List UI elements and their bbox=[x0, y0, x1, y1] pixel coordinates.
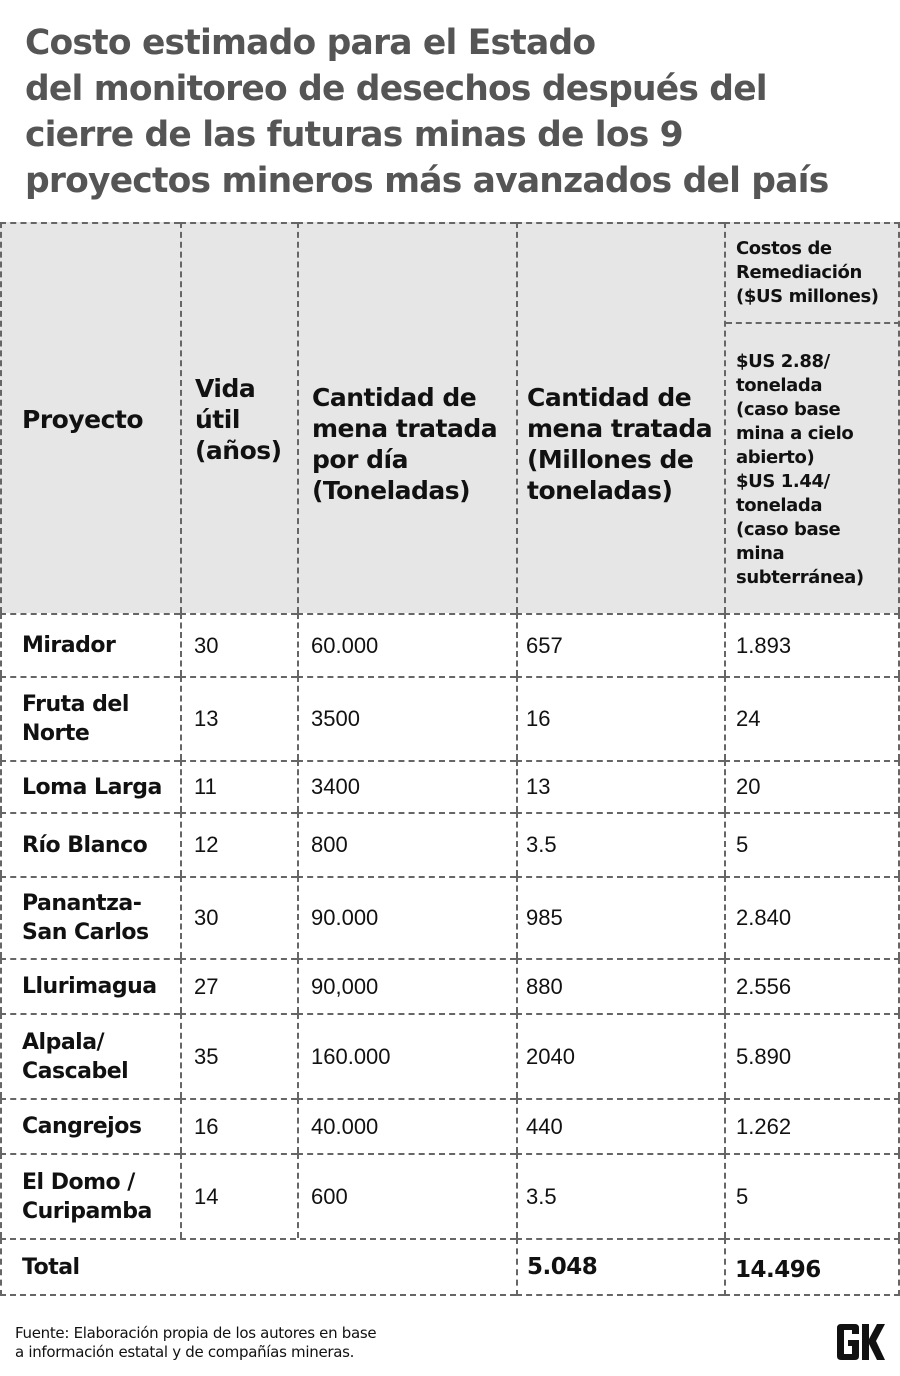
cell-proyecto bbox=[0, 1098, 180, 1153]
cell-dia bbox=[297, 1013, 516, 1098]
project-name-line: El Domo / bbox=[22, 1169, 135, 1195]
cell-costo bbox=[724, 1153, 900, 1238]
header-mena-dia: Cantidad de mena tratada por día (Toneladas) bbox=[297, 222, 516, 613]
cell-dia bbox=[297, 1098, 516, 1153]
value-costo: 1.262 bbox=[736, 1113, 792, 1139]
value-dia: 600 bbox=[311, 1183, 348, 1209]
value-total: 13 bbox=[526, 774, 551, 799]
cell-vida bbox=[180, 958, 297, 1013]
cell-dia bbox=[297, 958, 516, 1013]
cell-proyecto bbox=[0, 760, 180, 812]
value-total: 2040 bbox=[526, 1043, 575, 1069]
cell-proyecto bbox=[0, 958, 180, 1013]
title-line: cierre de las futuras minas de los 9 bbox=[25, 115, 683, 155]
value-vida: 13 bbox=[194, 706, 219, 731]
header-proyecto: Proyecto bbox=[0, 222, 180, 613]
value-vida: 27 bbox=[194, 973, 219, 999]
cell-vida bbox=[180, 613, 297, 676]
value-costo: 24 bbox=[736, 706, 761, 731]
project-name-line: Mirador bbox=[22, 633, 116, 658]
source-note: Fuente: Elaboración propia de los autores en base a información estatal y de compañías mineras. bbox=[15, 1324, 377, 1361]
table-row bbox=[0, 1153, 900, 1238]
total-label bbox=[0, 1238, 516, 1296]
cell-dia bbox=[297, 760, 516, 812]
value-dia: 40.000 bbox=[311, 1113, 379, 1139]
project-name-line: Curipamba bbox=[22, 1198, 152, 1224]
value-costo: 20 bbox=[736, 774, 761, 799]
total-costo-value: 14.496 bbox=[735, 1257, 821, 1283]
project-name-line: Panantza- bbox=[22, 891, 142, 916]
project-name-line: Fruta del bbox=[22, 692, 129, 717]
total-costo bbox=[724, 1238, 900, 1296]
cell-dia bbox=[297, 876, 516, 958]
table-row bbox=[0, 676, 900, 760]
page-title bbox=[25, 20, 885, 204]
value-vida: 11 bbox=[194, 774, 217, 799]
cell-vida bbox=[180, 1098, 297, 1153]
title-line: Costo estimado para el Estado bbox=[25, 23, 596, 63]
project-name-line: Llurimagua bbox=[22, 974, 157, 999]
header-costos-sub: $US 2.88/ tonelada (caso base mina a cielo abierto) $US 1.44/ tonelada (caso base mina subterránea) bbox=[736, 350, 864, 588]
cell-total bbox=[516, 1098, 724, 1153]
cell-dia bbox=[297, 613, 516, 676]
cell-total bbox=[516, 812, 724, 876]
table-row bbox=[0, 1013, 900, 1098]
value-dia: 800 bbox=[311, 832, 348, 857]
table-row bbox=[0, 958, 900, 1013]
cell-dia bbox=[297, 812, 516, 876]
table-row bbox=[0, 613, 900, 676]
value-total: 985 bbox=[526, 905, 563, 930]
gk-logo-icon bbox=[835, 1322, 887, 1362]
table-row bbox=[0, 1098, 900, 1153]
cell-proyecto bbox=[0, 1153, 180, 1238]
value-total: 880 bbox=[526, 973, 563, 999]
cell-total bbox=[516, 876, 724, 958]
value-dia: 160.000 bbox=[311, 1043, 391, 1069]
cell-vida bbox=[180, 760, 297, 812]
cell-total bbox=[516, 1153, 724, 1238]
table-row bbox=[0, 760, 900, 812]
value-costo: 5 bbox=[736, 1183, 749, 1209]
header-costos-group: Costos de Remediación ($US millones) bbox=[726, 224, 900, 324]
cell-vida bbox=[180, 1013, 297, 1098]
cell-vida bbox=[180, 812, 297, 876]
cell-proyecto bbox=[0, 876, 180, 958]
cell-vida bbox=[180, 876, 297, 958]
cell-proyecto bbox=[0, 613, 180, 676]
cell-dia bbox=[297, 676, 516, 760]
value-vida: 16 bbox=[194, 1113, 219, 1139]
cell-dia bbox=[297, 1153, 516, 1238]
table-row bbox=[0, 876, 900, 958]
value-costo: 5.890 bbox=[736, 1043, 792, 1069]
value-dia: 90,000 bbox=[311, 973, 379, 999]
header-costos bbox=[724, 222, 900, 613]
project-name-line: Cangrejos bbox=[22, 1114, 142, 1139]
value-costo: 1.893 bbox=[736, 632, 792, 658]
project-name-line: Cascabel bbox=[22, 1058, 129, 1084]
cell-proyecto bbox=[0, 1013, 180, 1098]
value-total: 3.5 bbox=[526, 1183, 557, 1209]
value-total: 440 bbox=[526, 1113, 563, 1139]
value-vida: 35 bbox=[194, 1043, 219, 1069]
cell-costo bbox=[724, 760, 900, 812]
value-vida: 30 bbox=[194, 632, 219, 658]
cell-vida bbox=[180, 1153, 297, 1238]
header-mena-total: Cantidad de mena tratada (Millones de toneladas) bbox=[516, 222, 724, 613]
project-name-line: San Carlos bbox=[22, 920, 149, 945]
value-dia: 90.000 bbox=[311, 905, 379, 930]
project-name-line: Norte bbox=[22, 721, 90, 746]
cell-vida bbox=[180, 676, 297, 760]
value-vida: 12 bbox=[194, 832, 219, 857]
cell-costo bbox=[724, 613, 900, 676]
cell-total bbox=[516, 613, 724, 676]
cell-costo bbox=[724, 676, 900, 760]
cell-total bbox=[516, 958, 724, 1013]
table-row bbox=[0, 812, 900, 876]
cell-costo bbox=[724, 876, 900, 958]
cell-total bbox=[516, 760, 724, 812]
cell-costo bbox=[724, 958, 900, 1013]
cell-costo bbox=[724, 1013, 900, 1098]
header-vida-util: Vida útil (años) bbox=[180, 222, 297, 613]
value-dia: 3400 bbox=[311, 774, 360, 799]
value-dia: 3500 bbox=[311, 706, 360, 731]
total-row bbox=[0, 1238, 900, 1296]
project-name-line: Loma Larga bbox=[22, 774, 162, 800]
title-line: del monitoreo de desechos después del bbox=[25, 69, 767, 109]
total-mena bbox=[516, 1238, 724, 1296]
cell-proyecto bbox=[0, 812, 180, 876]
value-vida: 14 bbox=[194, 1183, 219, 1209]
value-costo: 2.556 bbox=[736, 973, 792, 999]
value-dia: 60.000 bbox=[311, 632, 379, 658]
value-total: 657 bbox=[526, 632, 563, 658]
cell-costo bbox=[724, 812, 900, 876]
value-costo: 5 bbox=[736, 832, 749, 857]
cell-proyecto bbox=[0, 676, 180, 760]
value-vida: 30 bbox=[194, 905, 219, 930]
value-total: 3.5 bbox=[526, 832, 557, 857]
value-total: 16 bbox=[526, 706, 551, 731]
value-costo: 2.840 bbox=[736, 905, 792, 930]
cell-total bbox=[516, 676, 724, 760]
cell-costo bbox=[724, 1098, 900, 1153]
project-name-line: Río Blanco bbox=[22, 832, 148, 858]
title-line: proyectos mineros más avanzados del país bbox=[25, 161, 829, 201]
total-label-text: Total bbox=[22, 1254, 80, 1280]
total-mena-value: 5.048 bbox=[527, 1254, 598, 1280]
project-name-line: Alpala/ bbox=[22, 1029, 105, 1055]
cell-total bbox=[516, 1013, 724, 1098]
